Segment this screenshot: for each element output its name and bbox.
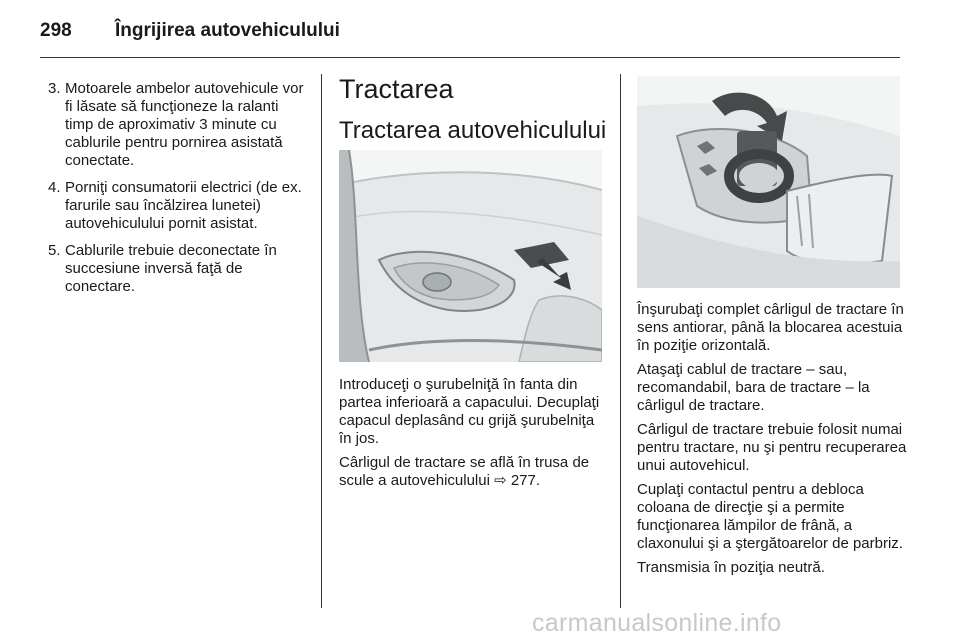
page-number: 298 <box>40 20 72 41</box>
list-item-text: Porniţi consumatorii electrici (de ex. farurile sau încălzirea lunetei) autovehiculului pornit asistat. <box>65 179 302 232</box>
paragraph: Cârligul de tractare trebuie folosit numai pentru tractare, nu şi pentru recuperarea unui autovehicul. <box>637 421 907 474</box>
list-item <box>48 242 310 296</box>
list-item-number: 4. <box>48 179 61 196</box>
watermark: carmanualsonline.info <box>532 609 782 637</box>
paragraph: Introduceţi o şurubelniţă în fanta din partea inferioară a capacului. Decuplaţi capacul deplasând cu grijă şurubelniţa în jos. <box>339 376 600 447</box>
paragraph: Înşurubaţi complet cârligul de tractare în sens antiorar, până la blocarea acestuia în poziţie orizontală. <box>637 301 904 354</box>
paragraph: Ataşaţi cablul de tractare – sau, recomandabil, bara de tractare – la cârligul de tractare. <box>637 361 870 414</box>
column-divider-2 <box>620 74 621 608</box>
paragraph: Transmisia în poziţia neutră. <box>637 559 825 576</box>
section-title: Tractarea <box>339 74 454 104</box>
header-divider <box>40 57 900 58</box>
col3-text <box>637 301 907 583</box>
paragraph: Cuplaţi contactul pentru a debloca coloana de direcţie şi a permite funcţionarea lămpilor de frână, a claxonului şi a ştergătoarelor de parbriz. <box>637 481 903 552</box>
list-item-number: 5. <box>48 242 61 259</box>
list-item-text: Motoarele ambelor autovehicule vor fi lăsate să funcţioneze la ralanti timp de aproximativ 3 minute cu cablurile pentru pornirea asistată conectate. <box>65 80 304 169</box>
subsection-title: Tractarea autovehiculului <box>339 117 607 144</box>
paragraph: Cârligul de tractare se află în trusa de scule a autovehiculului ⇨ 277. <box>339 454 590 489</box>
towing-eye-illustration <box>637 76 900 288</box>
column-divider-1 <box>321 74 322 608</box>
col2-text <box>339 376 609 496</box>
chapter-title: Îngrijirea autovehiculului <box>115 20 340 41</box>
list-item-number: 3. <box>48 80 61 97</box>
list-item-text: Cablurile trebuie deconectate în succesiune inversă faţă de conectare. <box>65 242 277 295</box>
bumper-cover-illustration <box>339 150 602 362</box>
list-item <box>48 179 310 233</box>
left-column <box>48 80 310 305</box>
list-item <box>48 80 310 170</box>
